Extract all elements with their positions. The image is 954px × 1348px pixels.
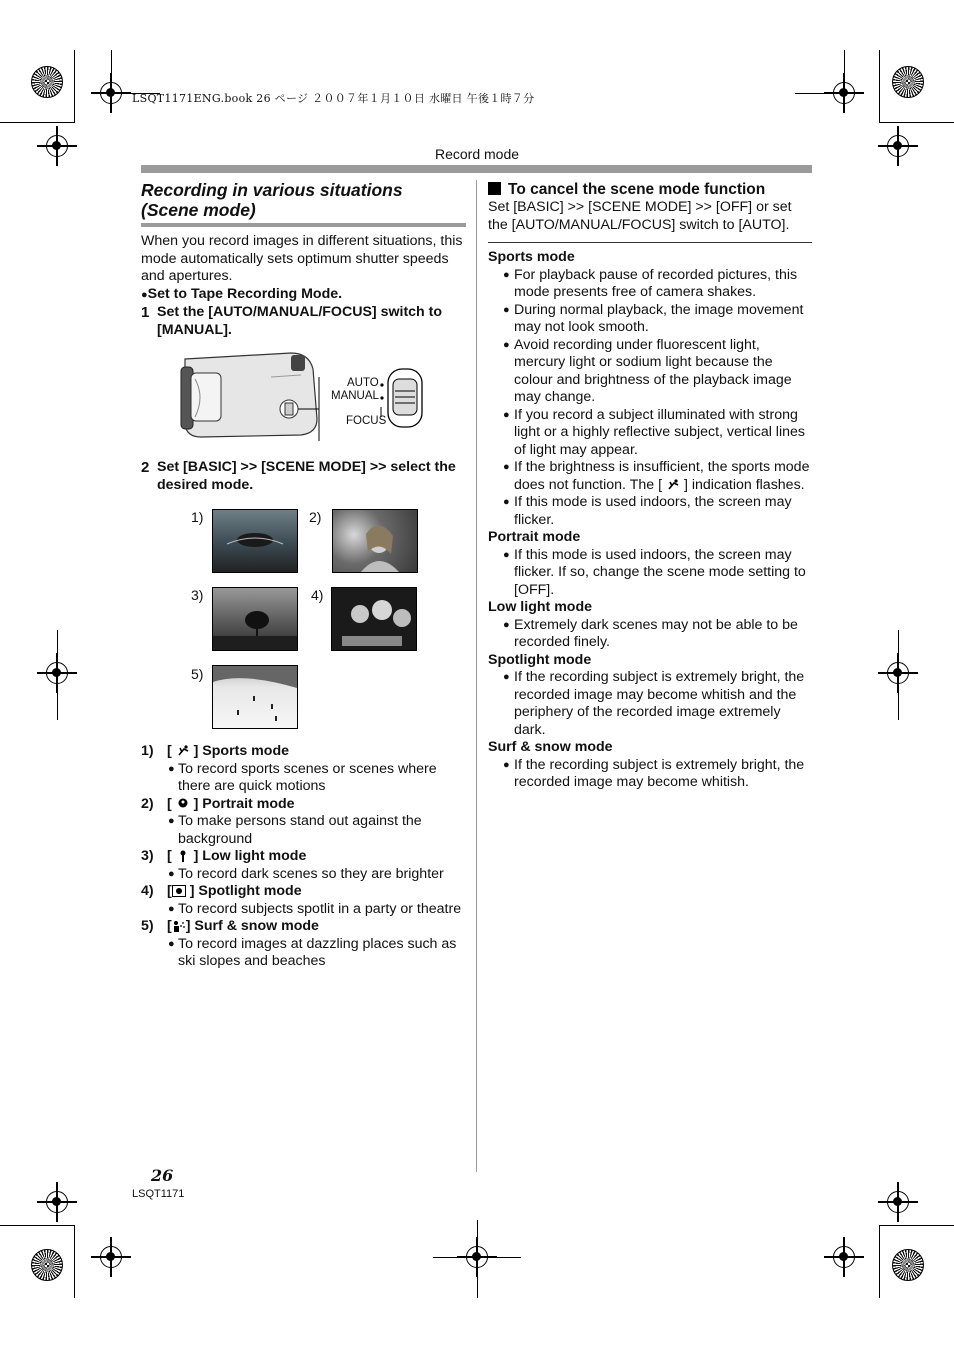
sports-icon: [176, 745, 190, 757]
header-rule: [141, 165, 812, 173]
photo-label-1: 1): [191, 509, 204, 525]
cancel-text: Set [BASIC] >> [SCENE MODE] >> [OFF] or set the [AUTO/MANUAL/FOCUS] switch to [AUTO].: [488, 199, 792, 233]
camera-illustration: [141, 347, 466, 455]
photo-label-4: 4): [311, 587, 324, 603]
mode-list: [141, 743, 466, 971]
camcorder-icon: [141, 347, 461, 455]
section-title: Recording in various situations (Scene mode): [141, 180, 403, 220]
pre-step: ●Set to Tape Recording Mode.: [141, 285, 343, 302]
right-column: To cancel the scene mode function Set [BASIC] >> [SCENE MODE] >> [OFF] or set the [AUTO/MANUAL/FOCUS] switch to [AUTO]. Sports mode ● For playback pause of recorded pictures, this mode presents free of camera shakes. ● During normal playback, the image movement may not look smooth. ● Avoid recording under fluorescent light, mercury light or sodium light because the colour and brightness of the playback image may change. ● If you record a subject illuminated with strong light or a highly reflective subject, vertical lines of light may appear. ● If the brightness is insufficient, the sports mode does not function. The [ ] indication flashes. ● If this mode is used indoors, the screen may flicker. Portrait mode ● If this mode is used indoors, the screen may flicker. If so, change the scene mode setting to [OFF]. Low light mode ● Extremely dark scenes may not be able to be recorded finely. Spotlight mode ● If the recording subject is extremely bright, the recorded image may become whitish and the periphery of the recorded image extremely dark. Surf & snow mode ● If the recording subject is extremely bright, the recorded image may become whitish.: [488, 180, 812, 792]
photo-label-2: 2): [309, 509, 322, 525]
mode-item: 1) [ ] Sports mode ● To record sports scenes or scenes where there are quick motions: [141, 743, 437, 794]
document-code: LSQT1171: [132, 1188, 185, 1200]
left-column: [141, 180, 466, 971]
sports-heading: Sports mode: [488, 249, 575, 265]
mode-item: 2) [ ] Portrait mode ● To make persons stand out against the background: [141, 795, 422, 847]
registration-star-icon: [892, 1249, 924, 1281]
photo-portrait: [332, 509, 418, 573]
swimmer-icon: [213, 510, 297, 572]
running-head: Record mode: [434, 146, 520, 162]
intro-paragraph: When you record images in different situations, this mode automatically sets optimum shutter speeds and apertures.: [141, 233, 463, 284]
book-header: LSQT1171ENG.book 26 ページ ２００７年１月１０日 水曜日 午後１時７分: [132, 92, 535, 105]
registration-star-icon: [31, 1249, 63, 1281]
portrait-heading: Portrait mode: [488, 529, 581, 545]
portrait-icon: [176, 798, 190, 810]
skiers-icon: [213, 666, 297, 728]
spotlight-icon: [172, 885, 186, 897]
photo-low-light: [212, 587, 298, 651]
tree-icon: [213, 588, 297, 650]
black-square-icon: [488, 182, 501, 195]
registration-star-icon: [892, 66, 924, 98]
crosshair-icon: [100, 1246, 122, 1268]
photo-label-3: 3): [191, 587, 204, 603]
switch-label-manual: MANUAL: [331, 390, 379, 402]
photo-sports: [212, 509, 298, 573]
crosshair-icon: [887, 1191, 909, 1213]
mode-item: 4) [ ] Spotlight mode ● To record subjects spotlit in a party or theatre: [141, 883, 462, 917]
spotlight-heading: Spotlight mode: [488, 651, 592, 668]
woman-portrait-icon: [333, 510, 417, 572]
page-number: 26: [151, 1166, 174, 1185]
switch-label-focus: FOCUS: [346, 415, 387, 427]
sports-icon: [666, 479, 680, 491]
crosshair-icon: [833, 1246, 855, 1268]
photo-label-5: 5): [191, 666, 204, 682]
photo-spotlight: [331, 587, 417, 651]
cancel-rule: [488, 242, 812, 243]
step-1: 1 Set the [AUTO/MANUAL/FOCUS] switch to [MANUAL].: [141, 304, 443, 338]
photo-surf-snow: [212, 665, 298, 729]
mode-item: 5) [ ] Surf & snow mode ● To record images at dazzling places such as ski slopes and beaches: [141, 918, 457, 969]
title-rule: [141, 223, 466, 227]
mode-item: 3) [ ] Low light mode ● To record dark scenes so they are brighter: [141, 848, 444, 882]
surf-snow-icon: [172, 920, 186, 932]
crosshair-icon: [46, 1191, 68, 1213]
surf-snow-heading: Surf & snow mode: [488, 739, 613, 755]
registration-star-icon: [31, 66, 63, 98]
scene-photos: [141, 509, 466, 753]
column-divider: [476, 180, 477, 1172]
step-2: 2 Set [BASIC] >> [SCENE MODE] >> select the desired mode.: [141, 459, 456, 493]
cancel-heading: To cancel the scene mode function: [488, 180, 812, 199]
low-light-heading: Low light mode: [488, 599, 593, 615]
children-faces-icon: [332, 588, 416, 650]
low-light-icon: [176, 850, 190, 862]
switch-label-auto: AUTO: [347, 377, 379, 389]
